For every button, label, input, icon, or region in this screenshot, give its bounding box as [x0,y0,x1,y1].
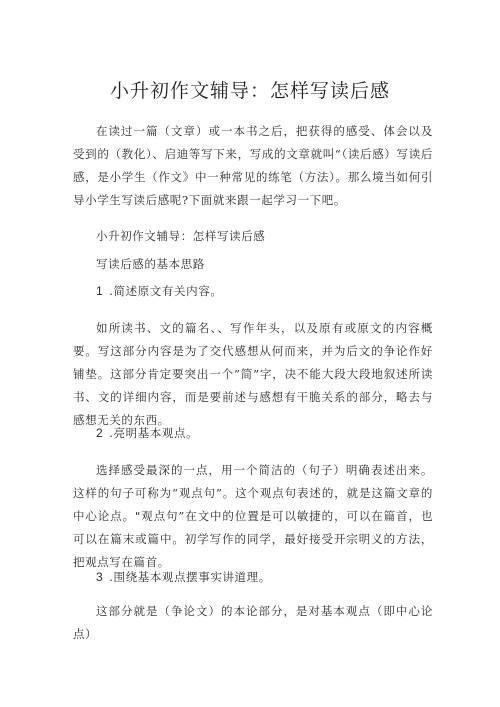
point-1-number: 1 [96,284,104,298]
point-2-heading [96,422,198,445]
point-3-heading [96,566,271,589]
point-1-heading-text: .简述原文有关内容。 [109,284,223,298]
point-2-body: 选择感受最深的一点，用一个简洁的（句子）明确表述出来。这样的句子可称为“观点句”。这个观点句表述的，就是这篇文章的中心论点。"观点句”在文中的位置是可以敏捷的，可以在篇首，也可以在篇末或篇中。初学写作的同学，最好接受开宗明义的方法，把观点写在篇首。 [73,463,433,569]
document-title: 小升初作文辅导：怎样写读后感 [109,80,390,102]
point-3-number: 3 [96,570,104,584]
section-heading: 写读后感的基本思路 [96,257,205,271]
point-2-number: 2 [96,426,104,440]
intro-paragraph: 在读过一篇（文章）或一本书之后，把获得的感受、体会以及受到的（教化）、启迪等写下来，写成的文章就叫“（读后感）写读后感，是小学生（作文》中一种常见的练笔（方法）。那么境当如何引导小学生写读后感呢?下面就来跟一起学习一下吧。 [73,124,433,207]
point-3-body: 这部分就是（争论文）的本论部分，是对基本观点（即中心论点） [73,604,433,641]
subtitle-line: 小升初作文辅导：怎样写读后感 [96,229,266,243]
point-1-heading [96,280,222,303]
point-3-heading-text: .围绕基本观点摆事实讲道理。 [109,570,271,584]
point-2-heading-text: .亮明基本观点。 [109,426,199,440]
point-1-body: 如所读书、文的篇名、、写作年头，以及原有或原文的内容概要。写这部分内容是为了交代感想从何而来，并为后文的争论作好铺垫。这部分肯定要突出一个”简”字，决不能大段大段地叙述所读书、文的详细内容，而是要前述与感想有干脆关系的部分，略去与感想无关的东西。 [73,321,433,427]
